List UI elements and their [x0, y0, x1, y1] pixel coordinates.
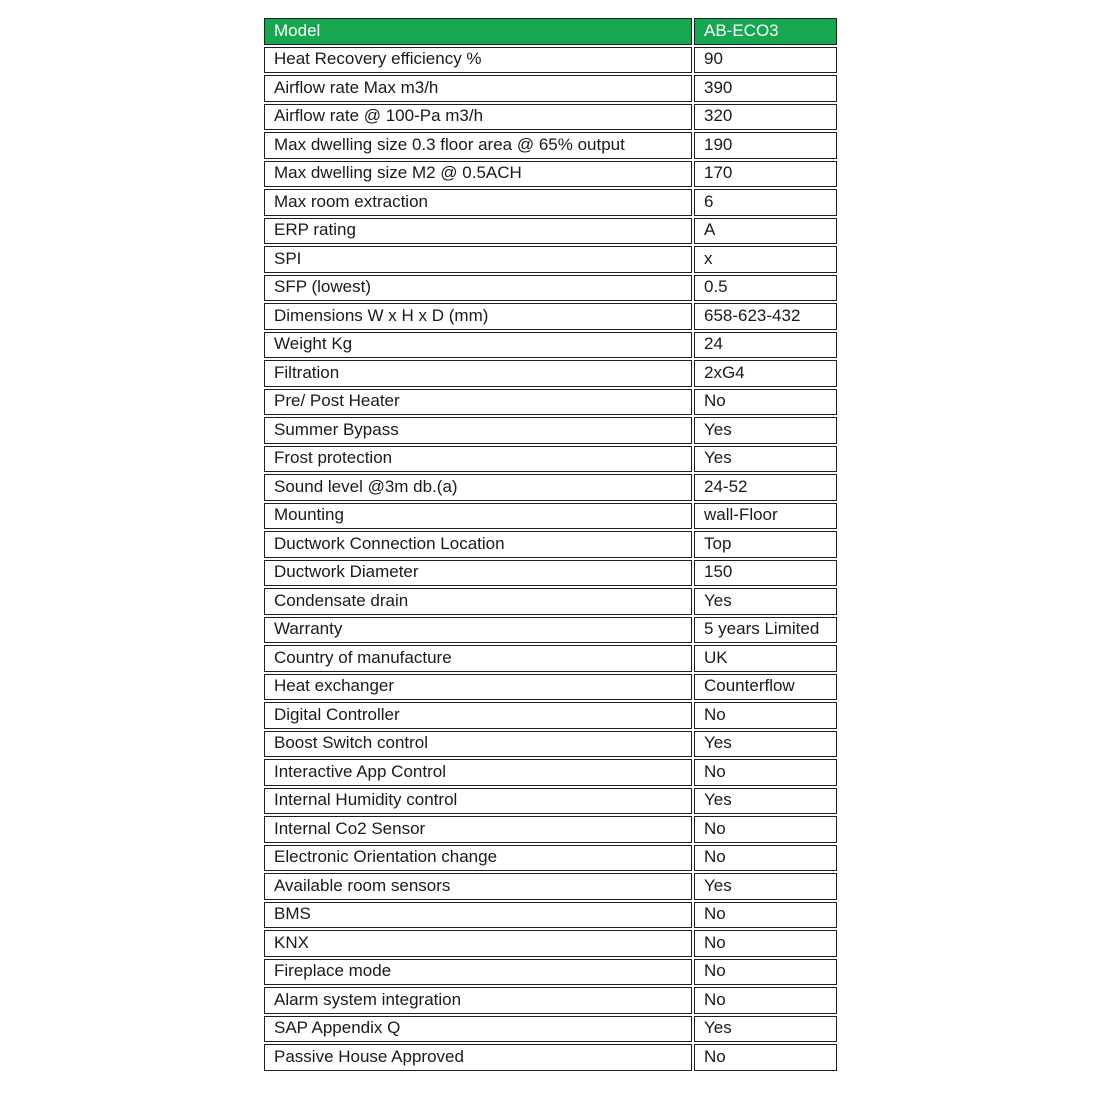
spec-value-cell: 90 — [694, 47, 837, 74]
table-row — [264, 645, 837, 672]
table-row — [264, 560, 837, 587]
table-row — [264, 845, 837, 872]
table-row — [264, 959, 837, 986]
spec-label-cell: Max dwelling size 0.3 floor area @ 65% output — [264, 132, 692, 159]
spec-label-cell: Available room sensors — [264, 873, 692, 900]
spec-label-cell: Airflow rate Max m3/h — [264, 75, 692, 102]
table-row — [264, 1016, 837, 1043]
spec-value-cell: No — [694, 987, 837, 1014]
spec-value-cell: 150 — [694, 560, 837, 587]
spec-value-cell: 5 years Limited — [694, 617, 837, 644]
spec-label-cell: Electronic Orientation change — [264, 845, 692, 872]
spec-value-cell: Yes — [694, 417, 837, 444]
table-row — [264, 189, 837, 216]
spec-label-cell: Internal Humidity control — [264, 788, 692, 815]
spec-value-cell: UK — [694, 645, 837, 672]
table-row — [264, 873, 837, 900]
spec-value-cell: 24-52 — [694, 474, 837, 501]
spec-label-cell: Boost Switch control — [264, 731, 692, 758]
table-row — [264, 161, 837, 188]
spec-label-cell: SAP Appendix Q — [264, 1016, 692, 1043]
spec-label-cell: Ductwork Connection Location — [264, 531, 692, 558]
table-row — [264, 788, 837, 815]
spec-label-cell: KNX — [264, 930, 692, 957]
spec-label-cell: Passive House Approved — [264, 1044, 692, 1071]
spec-value-cell: x — [694, 246, 837, 273]
spec-label-cell: Country of manufacture — [264, 645, 692, 672]
spec-label-cell: Fireplace mode — [264, 959, 692, 986]
spec-value-cell: No — [694, 959, 837, 986]
spec-label-cell: ERP rating — [264, 218, 692, 245]
table-row — [264, 1044, 837, 1071]
spec-sheet — [262, 16, 839, 1073]
header-model-cell: Model — [264, 18, 692, 45]
spec-value-cell: Yes — [694, 1016, 837, 1043]
spec-value-cell: No — [694, 930, 837, 957]
spec-label-cell: SPI — [264, 246, 692, 273]
spec-label-cell: Frost protection — [264, 446, 692, 473]
table-row — [264, 503, 837, 530]
spec-value-cell: Yes — [694, 588, 837, 615]
spec-value-cell: 658-623-432 — [694, 303, 837, 330]
table-row — [264, 218, 837, 245]
spec-value-cell: 390 — [694, 75, 837, 102]
table-row — [264, 902, 837, 929]
table-row — [264, 417, 837, 444]
spec-label-cell: Filtration — [264, 360, 692, 387]
table-row — [264, 246, 837, 273]
spec-table — [262, 16, 839, 1073]
spec-value-cell: 6 — [694, 189, 837, 216]
spec-value-cell: Yes — [694, 731, 837, 758]
table-row — [264, 303, 837, 330]
spec-value-cell: 24 — [694, 332, 837, 359]
table-row — [264, 132, 837, 159]
spec-label-cell: BMS — [264, 902, 692, 929]
table-row — [264, 474, 837, 501]
spec-label-cell: Heat exchanger — [264, 674, 692, 701]
table-row — [264, 731, 837, 758]
spec-value-cell: No — [694, 902, 837, 929]
table-row — [264, 531, 837, 558]
spec-label-cell: Max dwelling size M2 @ 0.5ACH — [264, 161, 692, 188]
spec-label-cell: Heat Recovery efficiency % — [264, 47, 692, 74]
spec-label-cell: Weight Kg — [264, 332, 692, 359]
table-row — [264, 389, 837, 416]
table-row — [264, 360, 837, 387]
table-row — [264, 75, 837, 102]
spec-value-cell: Yes — [694, 446, 837, 473]
spec-label-cell: Condensate drain — [264, 588, 692, 615]
table-row — [264, 588, 837, 615]
spec-label-cell: Sound level @3m db.(a) — [264, 474, 692, 501]
spec-label-cell: Dimensions W x H x D (mm) — [264, 303, 692, 330]
table-row — [264, 930, 837, 957]
table-row — [264, 104, 837, 131]
spec-label-cell: SFP (lowest) — [264, 275, 692, 302]
spec-value-cell: No — [694, 816, 837, 843]
table-row — [264, 47, 837, 74]
table-row — [264, 816, 837, 843]
table-row — [264, 987, 837, 1014]
spec-value-cell: No — [694, 702, 837, 729]
table-row — [264, 332, 837, 359]
spec-label-cell: Summer Bypass — [264, 417, 692, 444]
table-row — [264, 446, 837, 473]
table-row — [264, 702, 837, 729]
spec-value-cell: No — [694, 759, 837, 786]
spec-label-cell: Airflow rate @ 100-Pa m3/h — [264, 104, 692, 131]
table-header-row — [264, 18, 837, 45]
table-row — [264, 617, 837, 644]
spec-label-cell: Interactive App Control — [264, 759, 692, 786]
spec-label-cell: Digital Controller — [264, 702, 692, 729]
table-body — [264, 47, 837, 1071]
spec-value-cell: Yes — [694, 873, 837, 900]
spec-value-cell: No — [694, 1044, 837, 1071]
spec-value-cell: 320 — [694, 104, 837, 131]
spec-value-cell: wall-Floor — [694, 503, 837, 530]
spec-label-cell: Max room extraction — [264, 189, 692, 216]
spec-value-cell: Yes — [694, 788, 837, 815]
spec-value-cell: 190 — [694, 132, 837, 159]
spec-value-cell: Top — [694, 531, 837, 558]
spec-label-cell: Alarm system integration — [264, 987, 692, 1014]
spec-label-cell: Warranty — [264, 617, 692, 644]
table-row — [264, 759, 837, 786]
header-value-cell: AB-ECO3 — [694, 18, 837, 45]
spec-value-cell: No — [694, 845, 837, 872]
spec-label-cell: Mounting — [264, 503, 692, 530]
table-row — [264, 674, 837, 701]
spec-label-cell: Internal Co2 Sensor — [264, 816, 692, 843]
spec-value-cell: No — [694, 389, 837, 416]
spec-value-cell: Counterflow — [694, 674, 837, 701]
table-row — [264, 275, 837, 302]
spec-label-cell: Pre/ Post Heater — [264, 389, 692, 416]
spec-value-cell: 0.5 — [694, 275, 837, 302]
spec-value-cell: 170 — [694, 161, 837, 188]
spec-value-cell: 2xG4 — [694, 360, 837, 387]
spec-value-cell: A — [694, 218, 837, 245]
spec-label-cell: Ductwork Diameter — [264, 560, 692, 587]
